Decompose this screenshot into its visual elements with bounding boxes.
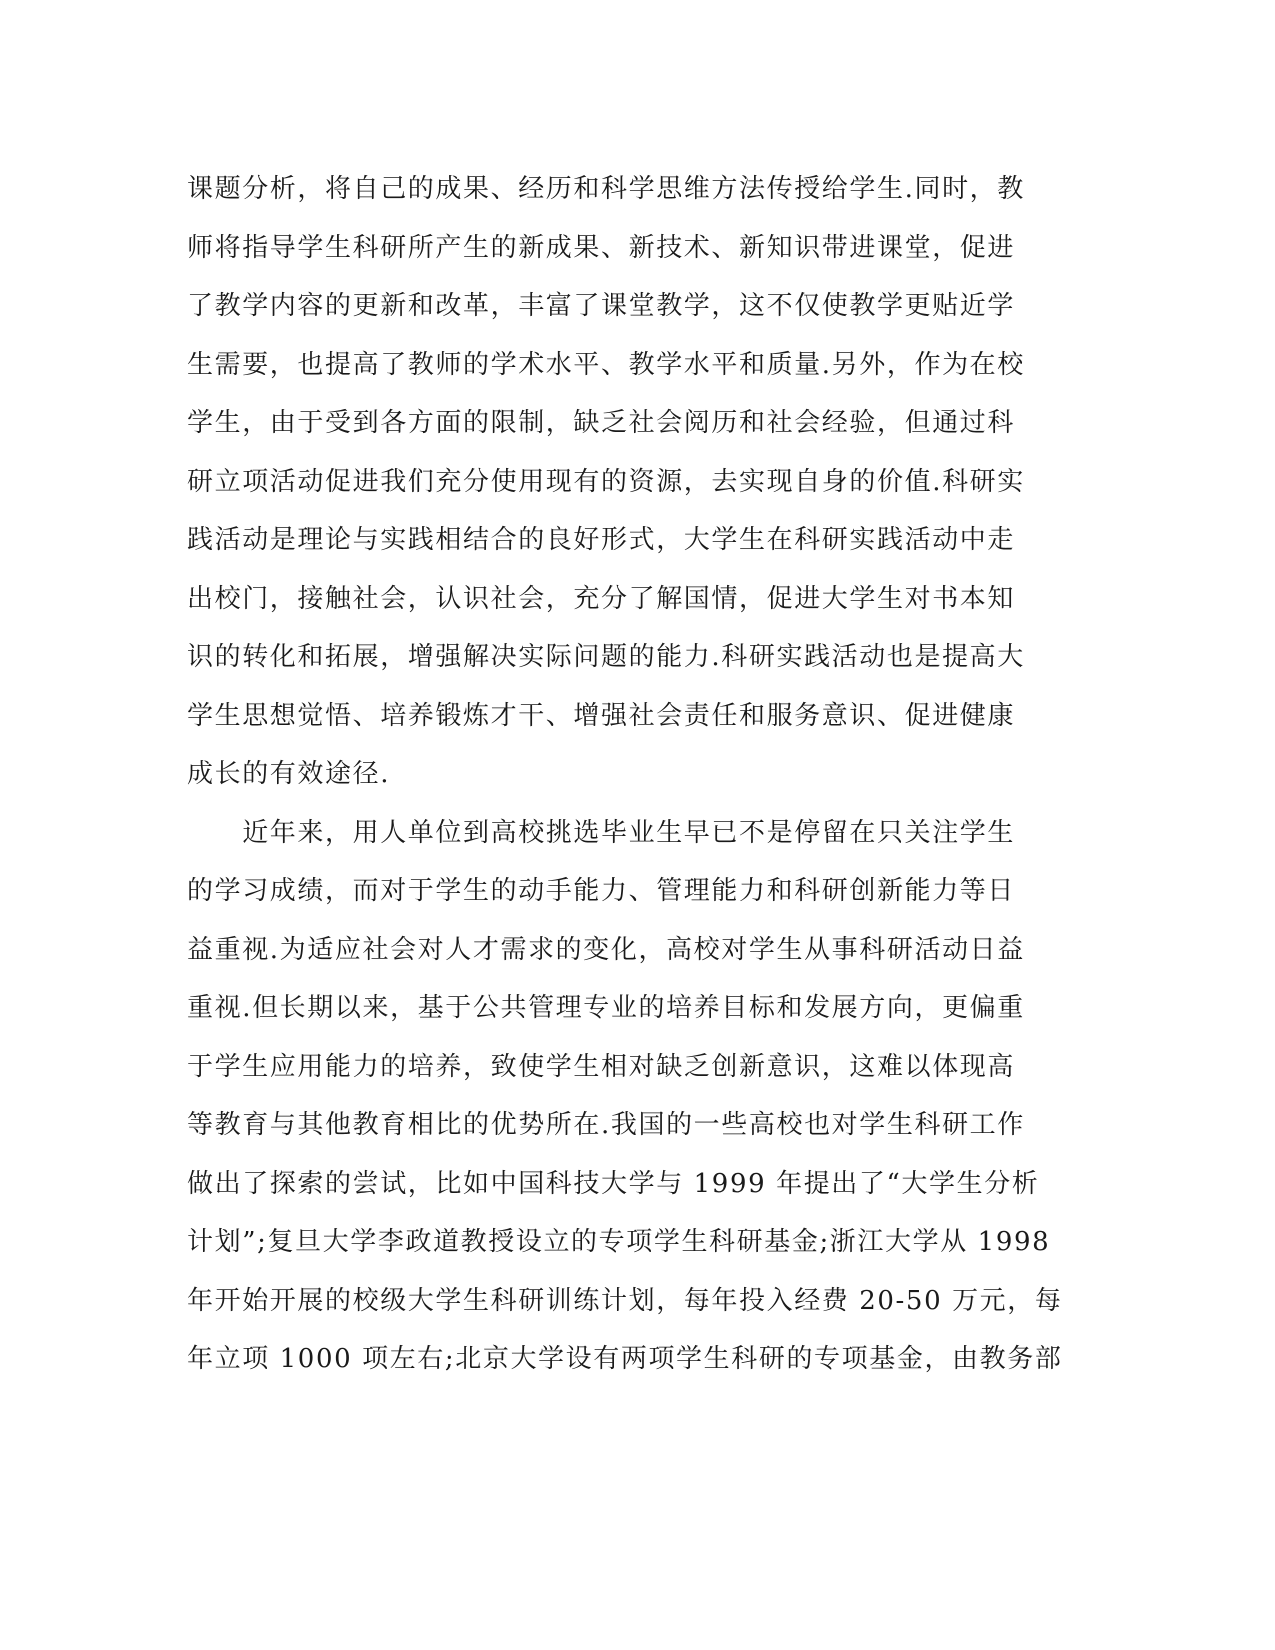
text-line: 践活动是理论与实践相结合的良好形式，大学生在科研实践活动中走 <box>187 525 1016 555</box>
text-line: 学生，由于受到各方面的限制，缺乏社会阅历和社会经验，但通过科 <box>187 408 1016 438</box>
text-line: 于学生应用能力的培养，致使学生相对缺乏创新意识，这难以体现高 <box>187 1051 1016 1082</box>
text-line: 课题分析，将自己的成果、经历和科学思维方法传授给学生.同时，教 <box>187 174 1025 204</box>
text-line: 出校门，接触社会，认识社会，充分了解国情，促进大学生对书本知 <box>187 583 1016 614</box>
text-line: 做出了探索的尝试，比如中国科技大学与 1999 年提出了“大学生分析 <box>187 1168 1040 1199</box>
text-line: 的学习成绩，而对于学生的动手能力、管理能力和科研创新能力等日 <box>187 876 1016 906</box>
text-line: 重视.但长期以来，基于公共管理专业的培养目标和发展方向，更偏重 <box>187 993 1025 1023</box>
text-line: 了教学内容的更新和改革，丰富了课堂教学，这不仅使教学更贴近学 <box>187 291 1016 321</box>
paragraph-start-line: 近年来，用人单位到高校挑选毕业生早已不是停留在只关注学生 <box>187 817 1016 848</box>
body-text <box>187 160 1077 1389</box>
text-line: 等教育与其他教育相比的优势所在.我国的一些高校也对学生科研工作 <box>187 1110 1025 1140</box>
text-line: 年开始开展的校级大学生科研训练计划，每年投入经费 20-50 万元，每 <box>187 1285 1063 1316</box>
text-line: 学生思想觉悟、培养锻炼才干、增强社会责任和服务意识、促进健康 <box>187 700 1016 731</box>
text-line: 年立项 1000 项左右;北京大学设有两项学生科研的专项基金，由教务部 <box>187 1344 1063 1374</box>
text-line: 成长的有效途径. <box>187 759 391 789</box>
text-line: 识的转化和拓展，增强解决实际问题的能力.科研实践活动也是提高大 <box>187 642 1025 672</box>
text-line: 益重视.为适应社会对人才需求的变化，高校对学生从事科研活动日益 <box>187 934 1025 965</box>
text-line: 计划”;复旦大学李政道教授设立的专项学生科研基金;浙江大学从 1998 <box>187 1227 1051 1257</box>
text-line: 师将指导学生科研所产生的新成果、新技术、新知识带进课堂，促进 <box>187 232 1016 263</box>
text-line: 生需要，也提高了教师的学术水平、教学水平和质量.另外，作为在校 <box>187 349 1025 380</box>
text-line: 研立项活动促进我们充分使用现有的资源，去实现自身的价值.科研实 <box>187 466 1025 497</box>
